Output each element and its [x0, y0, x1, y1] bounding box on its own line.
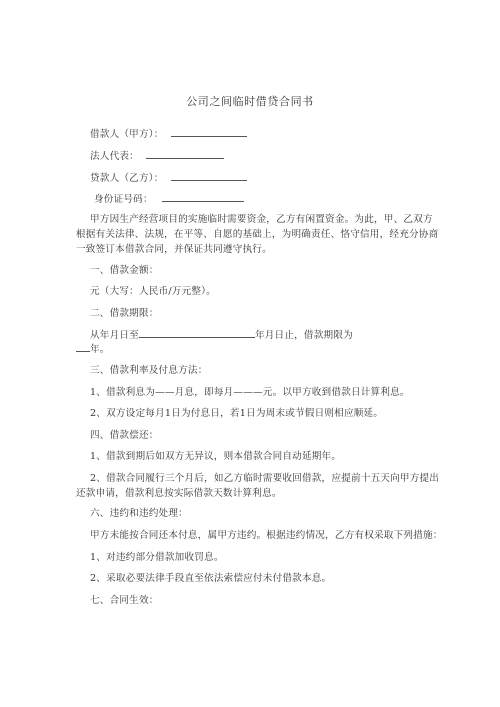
period-prefix: 从年月日至 [90, 330, 139, 341]
id-number-field [94, 191, 244, 207]
document-title: 公司之间临时借贷合同书 [186, 95, 314, 108]
section-3-item-1: 1、借款利息为——月息，即每月———元。以甲方收到借款日计算利息。 [90, 387, 410, 398]
section-1-amount-line: 元（大写：人民币/万元整）。 [90, 286, 216, 297]
years-blank [76, 341, 90, 352]
id-number-blank [162, 191, 244, 202]
section-2-period-tail [76, 341, 110, 357]
lender-blank [171, 170, 247, 181]
section-4-heading: 四、借款偿还： [90, 430, 159, 441]
borrower-blank [171, 126, 247, 137]
section-6-intro: 甲方未能按合同还本付息，属甲方违约。根据违约情况，乙方有权采取下列措施： [90, 530, 443, 541]
borrower-label: 借款人（甲方）： [90, 129, 164, 140]
period-tail: 年。 [90, 344, 110, 355]
section-4-item-1: 1、借款到期后如双方无异议，则本借款合同自动延期年。 [90, 451, 342, 462]
borrower-field [90, 126, 247, 142]
section-6-heading: 六、违约和违约处理： [90, 508, 188, 519]
section-1-heading: 一、借款金额： [90, 265, 159, 276]
legal-rep-field [90, 148, 224, 164]
section-6-item-2: 2、采取必要法律手段直至依法索偿应付未付借款本息。 [90, 573, 332, 584]
section-4-item-2: 2、借款合同履行三个月后，如乙方临时需要收回借款，应提前十五天向甲方提出还款申请，借款利息按实际借款天数计算利息。 [76, 473, 440, 499]
lender-field [90, 170, 247, 186]
legal-rep-blank [146, 148, 224, 159]
id-number-label: 身份证号码： [94, 194, 153, 205]
section-3-item-2: 2、双方设定每月1日为付息日，若1日为周末或节假日则相应顺延。 [90, 408, 384, 419]
section-6-item-1: 1、对违约部分借款加收罚息。 [90, 552, 224, 563]
period-blank [139, 327, 255, 338]
section-3-heading: 三、借款利率及付息方法： [90, 365, 208, 376]
legal-rep-label: 法人代表： [90, 151, 139, 162]
section-2-period-line [90, 327, 353, 343]
lender-label: 贷款人（乙方）： [90, 173, 164, 184]
intro-paragraph: 甲方因生产经营项目的实施临时需要资金，乙方有闲置资金。为此，甲、乙双方根据有关法律、法规，在平等、自愿的基础上，为明确责任、恪守信用，经充分协商一致签订本借款合同，并保证共同遵守执行。 [76, 214, 439, 255]
section-2-heading: 二、借款期限： [90, 308, 159, 319]
period-suffix: 年月日止，借款期限为 [254, 330, 353, 341]
section-7-heading: 七、合同生效： [90, 595, 159, 606]
